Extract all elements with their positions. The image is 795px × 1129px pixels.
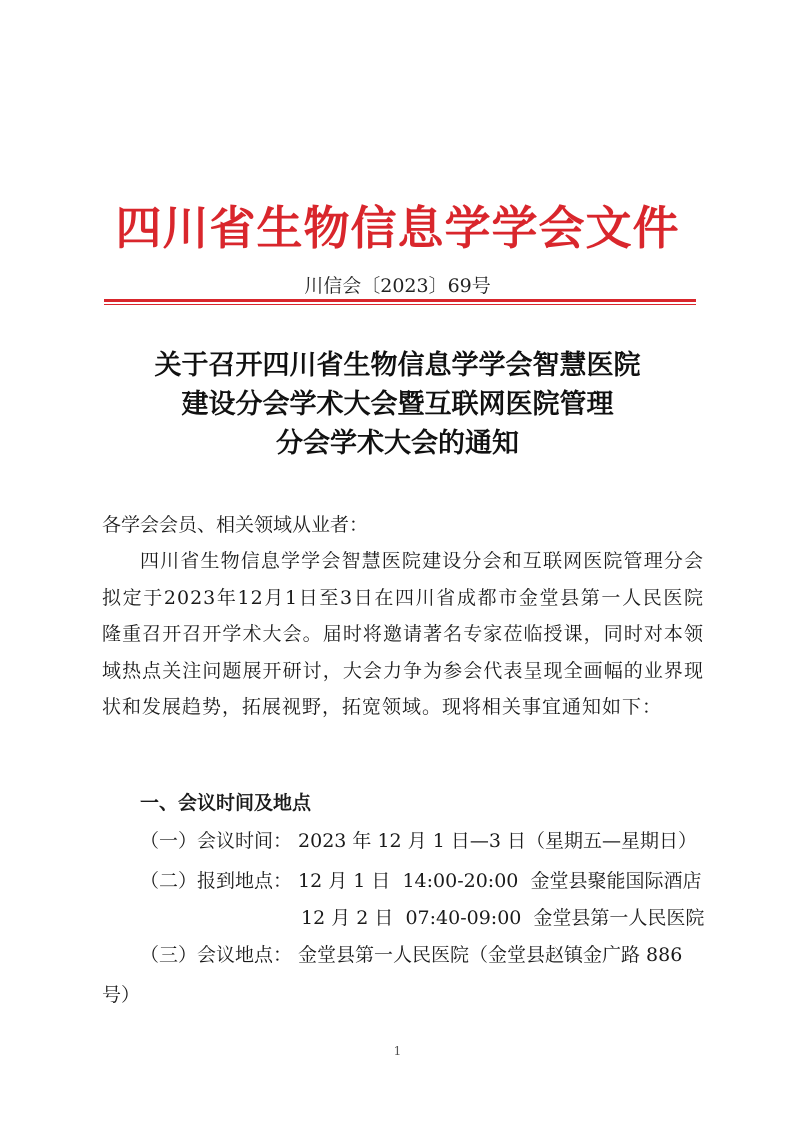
checkin-label: （二）报到地点： [140,870,293,892]
venue-value: 金堂县第一人民医院（金堂县赵镇金广路 886 [298,944,683,966]
checkin-1-place: 金堂县聚能国际酒店 [530,870,702,892]
notice-title-line-3: 分会学术大会的通知 [276,428,519,459]
venue-item [140,940,682,970]
checkin-2-place: 金堂县第一人民医院 [533,907,705,929]
meeting-time-label: （一）会议时间： [140,830,293,852]
checkin-1-time: 14:00-20:00 [402,870,519,892]
notice-title [0,346,795,463]
page-number: 1 [393,1044,402,1058]
checkin-2-date: 12 月 2 日 [301,907,394,929]
checkin-1-date: 12 月 1 日 [298,870,391,892]
meeting-time-item [140,826,697,856]
venue-value-continued: 号） [102,984,141,1006]
letterhead-rule-thick [104,299,696,302]
checkin-item-2 [301,903,704,933]
checkin-item-1 [140,866,701,896]
checkin-2-time: 07:40-09:00 [405,907,522,929]
notice-title-line-1: 关于召开四川省生物信息学学会智慧医院 [154,350,641,381]
venue-label: （三）会议地点： [140,944,293,966]
meeting-time-value: 2023 年 12 月 1 日—3 日（星期五—星期日） [298,830,697,852]
addressee: 各学会会员、相关领域从业者： [102,514,369,536]
letterhead-rule-thin [104,304,696,305]
section-heading-1: 一、会议时间及地点 [140,792,312,814]
letterhead-title: 四川省生物信息学学会文件 [115,201,680,255]
notice-title-line-2: 建设分会学术大会暨互联网医院管理 [181,389,614,420]
document-number: 川信会〔2023〕69号 [304,275,491,297]
intro-paragraph: 四川省生物信息学学会智慧医院建设分会和互联网医院管理分会拟定于2023年12月1日至3日在四川省成都市金堂县第一人民医院隆重召开召开学术大会。届时将邀请著名专家莅临授课，同时对本领域热点关注问题展开研讨，大会力争为参会代表呈现全画幅的业界现状和发展趋势，拓展视野，拓宽领域。现将相关事宜通知如下： [102,550,704,718]
